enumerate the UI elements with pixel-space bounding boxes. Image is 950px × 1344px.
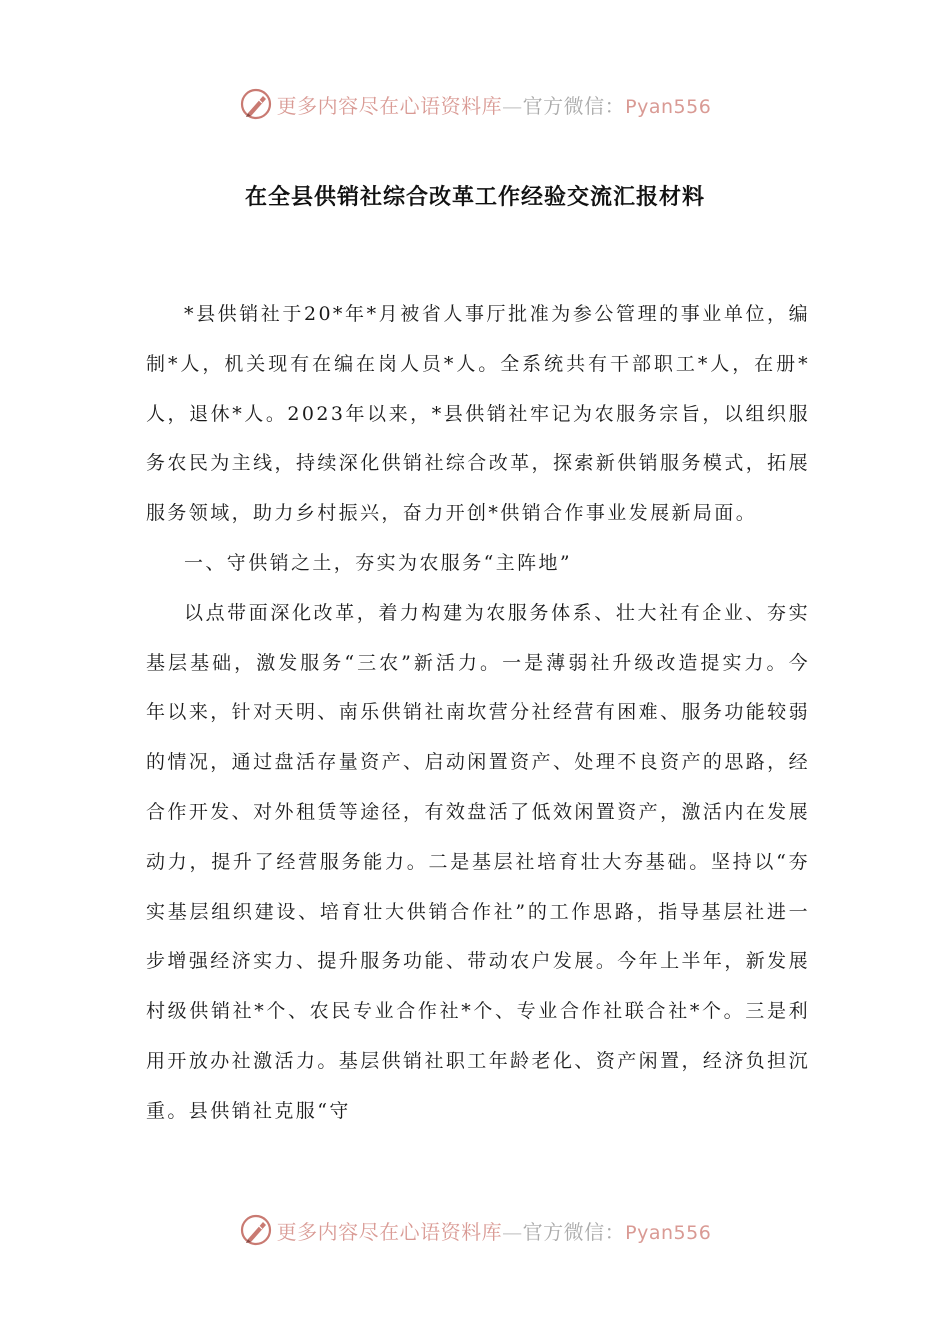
document-body — [146, 290, 810, 1137]
watermark-text — [277, 90, 712, 119]
paragraph-section-1: 以点带面深化改革，着力构建为农服务体系、壮大社有企业、夯实基层基础，激发服务“三农”新活力。一是薄弱社升级改造提实力。今年以来，针对天明、南乐供销社南坎营分社经营有困难、服务功能较弱的情况，通过盘活存量资产、启动闲置资产、处理不良资产的思路，经合作开发、对外租赁等途径，有效盘活了低效闲置资产，激活内在发展动力，提升了经营服务能力。二是基层社培育壮大夯基础。坚持以“夯实基层组织建设、培育壮大供销合作社”的工作思路，指导基层社进一步增强经济实力、提升服务功能、带动农户发展。今年上半年，新发展村级供销社*个、农民专业合作社*个、专业合作社联合社*个。三是利用开放办社激活力。基层供销社职工年龄老化、资产闲置，经济负担沉重。县供销社克服“守 — [146, 601, 810, 1122]
watermark-wechat-label: 官方微信： — [522, 93, 626, 118]
watermark-footer — [0, 1210, 950, 1250]
watermark-main-text: 更多内容尽在心语资料库 — [276, 93, 503, 118]
paragraph-intro: *县供销社于20*年*月被省人事厅批准为参公管理的事业单位，编制*人，机关现有在编在岗人员*人。全系统共有干部职工*人，在册*人，退休*人。2023年以来，*县供销社牢记为农服务宗旨，以组织服务农民为主线，持续深化供销社综合改革，探索新供销服务模式，拓展服务领域，助力乡村振兴，奋力开创*供销合作事业发展新局面。 — [146, 303, 810, 525]
watermark-wechat-id: Pyan556 — [625, 95, 712, 118]
watermark-wechat-id: Pyan556 — [625, 1221, 712, 1244]
watermark-main-text: 更多内容尽在心语资料库 — [276, 1219, 503, 1244]
watermark-header — [0, 84, 950, 124]
watermark-text — [277, 1216, 712, 1245]
section-heading-1: 一、守供销之土，夯实为农服务“主阵地” — [184, 551, 573, 574]
pen-logo-icon — [239, 1213, 273, 1247]
pen-logo-icon — [239, 87, 273, 121]
watermark-wechat-label: 官方微信： — [522, 1219, 626, 1244]
watermark-separator: — — [502, 1219, 523, 1244]
watermark-separator: — — [502, 93, 523, 118]
document-title: 在全县供销社综合改革工作经验交流汇报材料 — [244, 185, 705, 210]
